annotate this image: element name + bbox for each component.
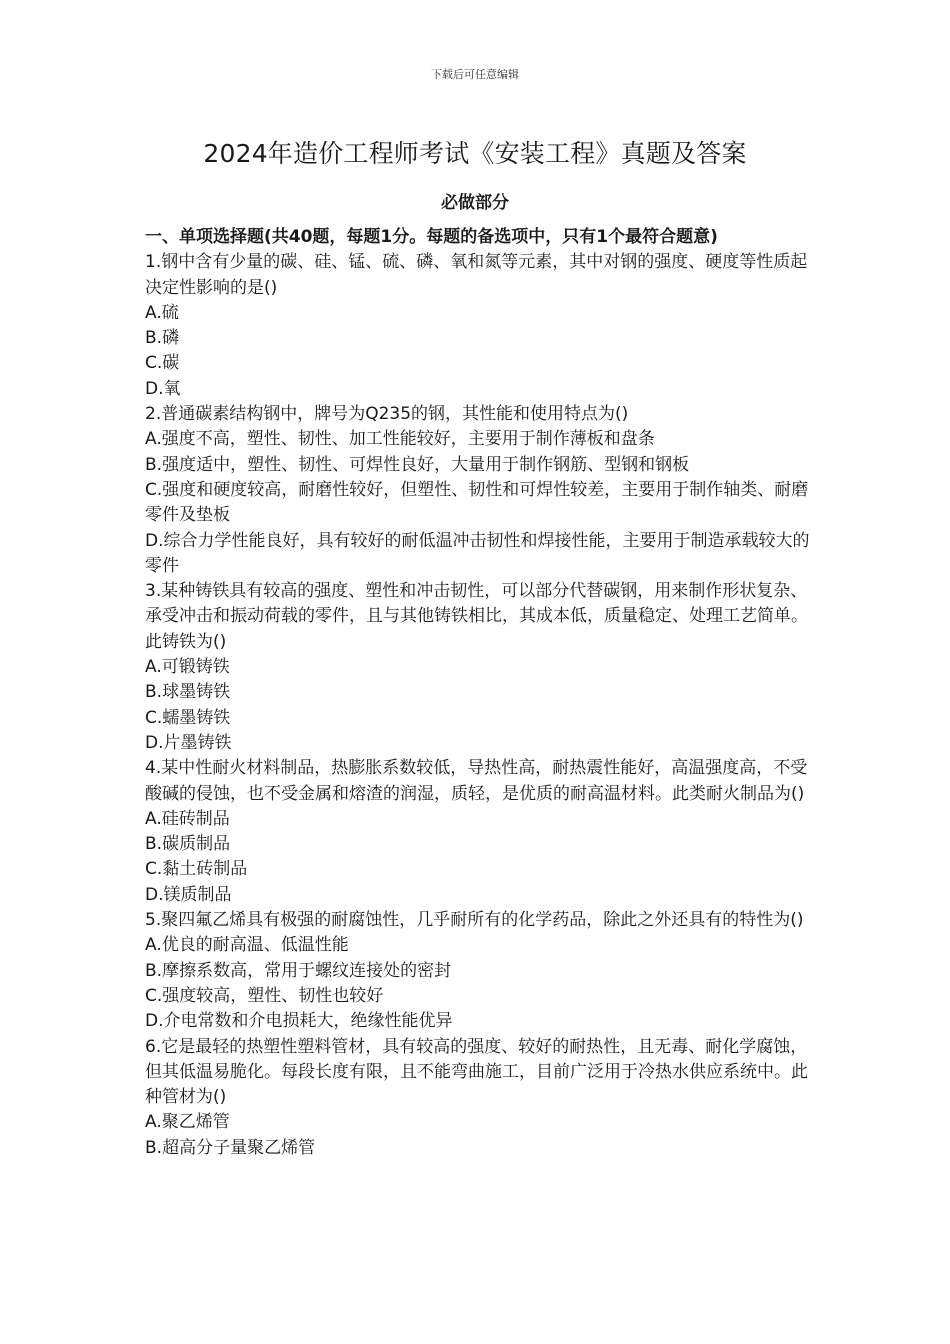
- document-title: 2024年造价工程师考试《安装工程》真题及答案: [203, 139, 747, 168]
- option-b: B.碳质制品: [145, 834, 231, 855]
- option-a: A.优良的耐高温、低温性能: [145, 935, 349, 956]
- option-c: C.强度和硬度较高，耐磨性较好，但塑性、韧性和可焊性较差，主要用于制作轴类、耐磨零件及垫板: [145, 479, 809, 526]
- option-a: A.聚乙烯管: [145, 1112, 230, 1133]
- option-b: B.强度适中，塑性、韧性、可焊性良好，大量用于制作钢筋、型钢和钢板: [145, 454, 690, 475]
- option-c: C.蠕墨铸铁: [145, 707, 231, 728]
- question-4: [145, 756, 810, 908]
- option-d: D.综合力学性能良好，具有较好的耐低温冲击韧性和焊接性能，主要用于制造承载较大的零件: [145, 530, 810, 576]
- header-note: 下载后可任意编辑: [431, 68, 519, 81]
- option-d: D.片墨铸铁: [145, 732, 232, 753]
- section-label: 必做部分: [441, 193, 509, 213]
- option-b: B.磷: [145, 328, 180, 349]
- option-c: C.强度较高，塑性、韧性也较好: [145, 985, 384, 1006]
- option-a: A.硫: [145, 302, 179, 323]
- option-c: C.碳: [145, 353, 180, 374]
- option-d: D.氧: [145, 378, 181, 399]
- option-b: B.球墨铸铁: [145, 682, 231, 703]
- option-d: D.镁质制品: [145, 884, 232, 905]
- option-d: D.介电常数和介电损耗大，绝缘性能优异: [145, 1011, 453, 1032]
- question-stem: 5.聚四氟乙烯具有极强的耐腐蚀性，几乎耐所有的化学药品，除此之外还具有的特性为(): [145, 910, 804, 931]
- question-3: [145, 579, 810, 756]
- option-a: A.可锻铸铁: [145, 657, 230, 678]
- question-stem: 1.钢中含有少量的碳、硅、锰、硫、磷、氧和氮等元素，其中对钢的强度、硬度等性质起决定性影响的是(): [145, 252, 808, 298]
- question-5: [145, 908, 810, 1034]
- question-6: [145, 1035, 810, 1161]
- question-stem: 4.某中性耐火材料制品，热膨胀系数较低，导热性高，耐热震性能好，高温强度高，不受酸碱的侵蚀，也不受金属和熔渣的润湿，质轻，是优质的耐高温材料。此类耐火制品为(): [145, 758, 808, 804]
- part-heading: 一、单项选择题(共40题，每题1分。每题的备选项中，只有1个最符合题意): [145, 227, 718, 247]
- question-stem: 3.某种铸铁具有较高的强度、塑性和冲击韧性，可以部分代替碳钢，用来制作形状复杂、承受冲击和振动荷载的零件，且与其他铸铁相比，其成本低，质量稳定、处理工艺简单。此铸铁为(): [145, 581, 808, 652]
- document-body: [145, 225, 810, 1161]
- question-stem: 6.它是最轻的热塑性塑料管材，具有较高的强度、较好的耐热性，且无毒、耐化学腐蚀，但其低温易脆化。每段长度有限，且不能弯曲施工，目前广泛用于冷热水供应系统中。此种管材为(): [145, 1036, 808, 1108]
- option-a: A.硅砖制品: [145, 808, 230, 829]
- option-c: C.黏土砖制品: [145, 859, 248, 880]
- option-b: B.摩擦系数高，常用于螺纹连接处的密封: [145, 960, 452, 981]
- question-2: [145, 402, 810, 579]
- question-1: [145, 250, 810, 402]
- question-stem: 2.普通碳素结构钢中，牌号为Q235的钢，其性能和使用特点为(): [145, 404, 629, 425]
- option-a: A.强度不高，塑性、韧性、加工性能较好，主要用于制作薄板和盘条: [145, 429, 655, 450]
- option-b: B.超高分子量聚乙烯管: [145, 1137, 316, 1158]
